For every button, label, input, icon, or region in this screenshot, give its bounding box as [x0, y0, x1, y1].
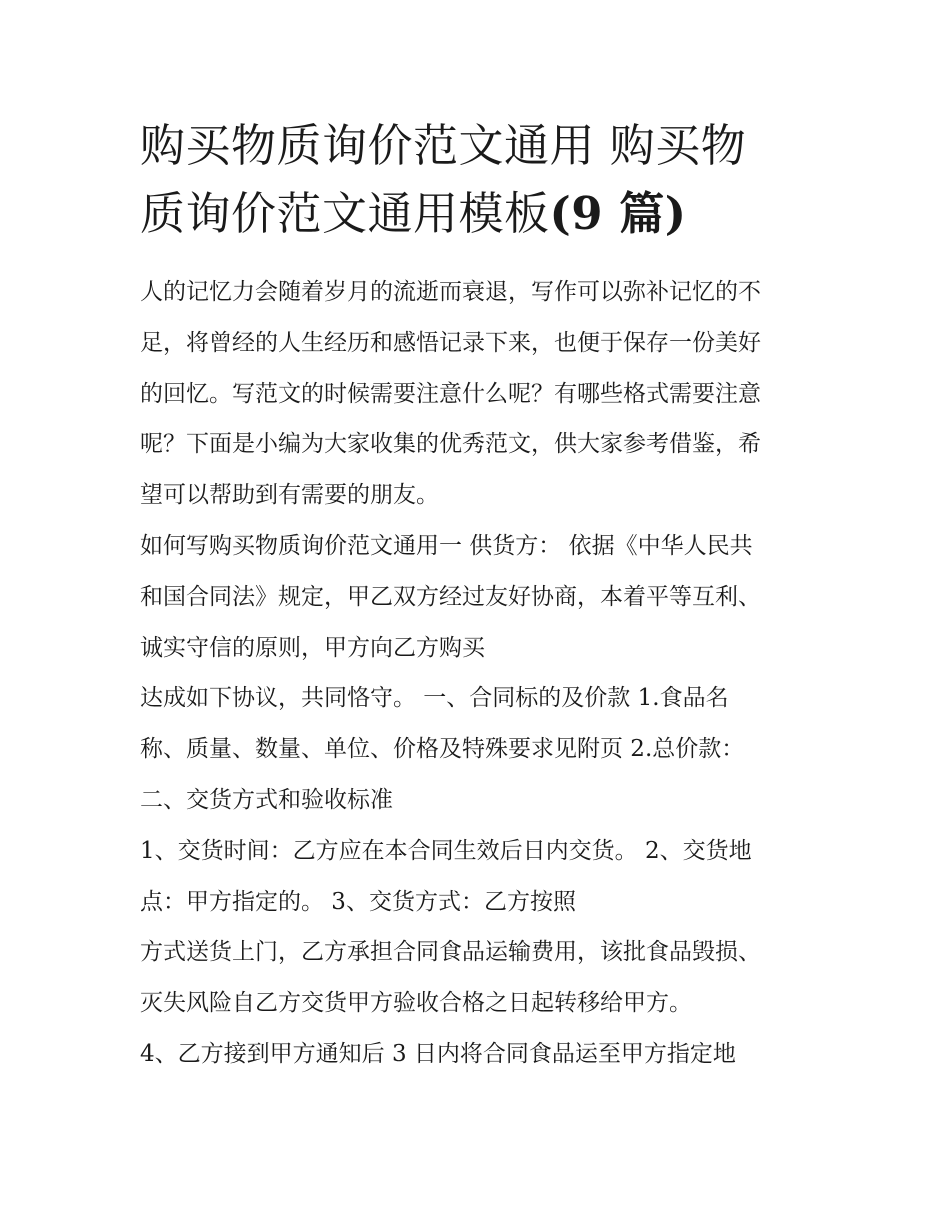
body-line: 称、质量、数量、单位、价格及特殊要求见附页 2.总价款： [140, 736, 745, 763]
title-line-2 [140, 180, 820, 248]
body-line: 望可以帮助到有需要的朋友。 [140, 482, 439, 509]
body-line: 如何写购买物质询价范文通用一 供货方： 依据《中华人民共 [140, 532, 753, 559]
document-title [140, 112, 820, 248]
body-line: 点：甲方指定的。 3、交货方式：乙方按照 [140, 888, 576, 915]
body-line: 呢？下面是小编为大家收集的优秀范文，供大家参考借鉴，希 [140, 431, 761, 458]
document-body [140, 267, 820, 1080]
body-line: 和国合同法》规定，甲乙双方经过友好协商，本着平等互利、 [140, 583, 761, 610]
title-line-2-text: 质询价范文通用模板 [140, 187, 550, 240]
body-line: 灭失风险自乙方交货甲方验收合格之日起转移给甲方。 [140, 990, 692, 1017]
title-count: (9 篇) [549, 187, 687, 240]
body-line: 方式送货上门，乙方承担合同食品运输费用，该批食品毁损、 [140, 939, 761, 966]
body-line: 1、交货时间：乙方应在本合同生效后日内交货。 2、交货地 [140, 837, 752, 864]
body-line: 二、交货方式和验收标准 [140, 786, 393, 813]
title-line-1: 购买物质询价范文通用 购买物 [140, 119, 747, 172]
body-line: 人的记忆力会随着岁月的流逝而衰退，写作可以弥补记忆的不 [140, 279, 761, 305]
body-line: 的回忆。写范文的时候需要注意什么呢？有哪些格式需要注意 [140, 380, 761, 407]
document-page [140, 112, 820, 1080]
body-line: 足，将曾经的人生经历和感悟记录下来，也便于保存一份美好 [140, 329, 761, 356]
body-line: 达成如下协议，共同恪守。 一、合同标的及价款 1.食品名 [140, 685, 729, 712]
body-line: 4、乙方接到甲方通知后 3 日内将合同食品运至甲方指定地 [140, 1040, 736, 1067]
body-line: 诚实守信的原则，甲方向乙方购买 [140, 634, 485, 661]
